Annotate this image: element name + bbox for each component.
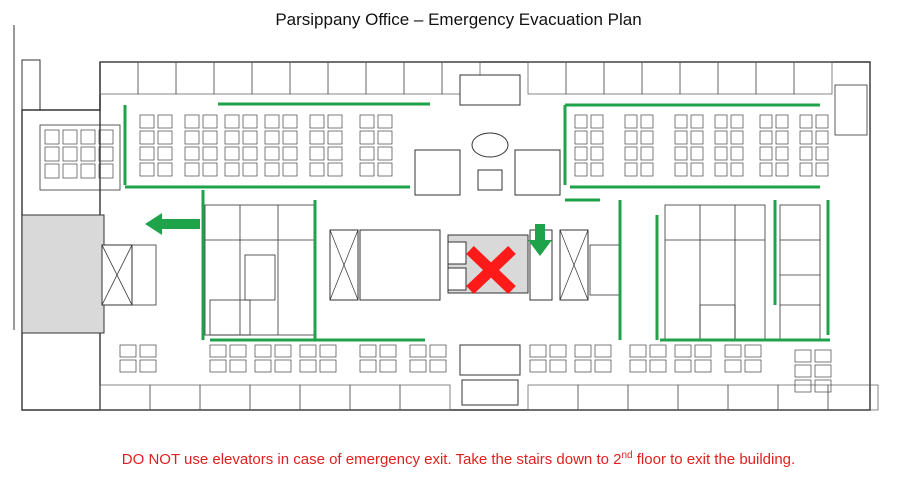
warning-text-main: DO NOT use elevators in case of emergency exit. Take the stairs down to 2 [121, 451, 622, 468]
elevator-warning [0, 450, 917, 468]
east-office-area [590, 85, 867, 340]
workstation [795, 365, 811, 377]
workstation [715, 147, 727, 160]
workstation [378, 115, 392, 128]
workstation [591, 115, 603, 128]
workstation [328, 163, 342, 176]
perimeter-office [794, 62, 832, 94]
workstation [550, 360, 566, 372]
workstation [675, 147, 687, 160]
workstation [185, 163, 199, 176]
warning-text-end: floor to exit the building. [632, 451, 796, 468]
workstation [210, 360, 226, 372]
workstation [243, 163, 257, 176]
workstation [575, 115, 587, 128]
workstation [675, 131, 687, 144]
perimeter-office [252, 62, 290, 94]
workstation [243, 115, 257, 128]
workstation [591, 147, 603, 160]
workstation [650, 360, 666, 372]
workstation [99, 164, 113, 178]
workstation [575, 147, 587, 160]
workstation [63, 164, 77, 178]
workstation [776, 131, 788, 144]
workstation [625, 147, 637, 160]
workstation [203, 147, 217, 160]
workstation [745, 360, 761, 372]
workstation [715, 115, 727, 128]
perimeter-office [100, 62, 138, 94]
workstation [595, 360, 611, 372]
west-stair-core [22, 215, 156, 333]
workstation [283, 115, 297, 128]
workstation [575, 131, 587, 144]
workstation [816, 115, 828, 128]
workstation [776, 147, 788, 160]
workstation [360, 131, 374, 144]
perimeter-office [214, 62, 252, 94]
plan-title: Parsippany Office – Emergency Evacuation Plan [275, 10, 642, 29]
workstation [760, 163, 772, 176]
workstation [378, 131, 392, 144]
workstation [140, 147, 154, 160]
perimeter-office [404, 62, 442, 94]
perimeter-office [678, 385, 728, 410]
workstation [816, 131, 828, 144]
workstation [328, 115, 342, 128]
workstation [815, 380, 831, 392]
workstation [625, 163, 637, 176]
workstation [140, 360, 156, 372]
perimeter-office [200, 385, 250, 410]
workstation [675, 345, 691, 357]
workstation [283, 147, 297, 160]
workstation [158, 131, 172, 144]
perimeter-office [300, 385, 350, 410]
workstation [310, 163, 324, 176]
workstation [410, 345, 426, 357]
workstation [715, 163, 727, 176]
workstation [310, 147, 324, 160]
perimeter-office [328, 62, 366, 94]
perimeter-office [400, 385, 450, 410]
perimeter-office [150, 385, 200, 410]
workstation [795, 350, 811, 362]
perimeter-office [366, 62, 404, 94]
workstation [380, 345, 396, 357]
perimeter-office [138, 62, 176, 94]
workstation [800, 131, 812, 144]
workstation [328, 131, 342, 144]
workstation [595, 345, 611, 357]
workstation [410, 360, 426, 372]
workstation [140, 163, 154, 176]
workstation [630, 360, 646, 372]
workstation [625, 131, 637, 144]
workstation [641, 163, 653, 176]
perimeter-office [718, 62, 756, 94]
arrow-left-icon [145, 213, 200, 235]
workstation [243, 131, 257, 144]
workstation [695, 360, 711, 372]
workstation [255, 360, 271, 372]
workstation [360, 163, 374, 176]
workstation [731, 115, 743, 128]
workstation [776, 163, 788, 176]
workstation [691, 131, 703, 144]
workstation [360, 345, 376, 357]
workstation [530, 360, 546, 372]
workstation [815, 350, 831, 362]
workstation [99, 130, 113, 144]
perimeter-office [528, 62, 566, 94]
workstation [360, 147, 374, 160]
workstation [185, 131, 199, 144]
workstation [265, 147, 279, 160]
workstation [380, 360, 396, 372]
workstation [230, 360, 246, 372]
workstation [675, 163, 687, 176]
workstation [760, 131, 772, 144]
workstation [265, 115, 279, 128]
workstation [800, 115, 812, 128]
workstation [725, 360, 741, 372]
workstation [691, 115, 703, 128]
perimeter-office [176, 62, 214, 94]
workstation [575, 163, 587, 176]
workstation [760, 115, 772, 128]
workstation [140, 131, 154, 144]
workstation [185, 115, 199, 128]
workstation [360, 360, 376, 372]
workstation [800, 147, 812, 160]
workstation [591, 163, 603, 176]
perimeter-office [728, 385, 778, 410]
workstation [378, 163, 392, 176]
workstation [45, 130, 59, 144]
workstation [185, 147, 199, 160]
workstation [378, 147, 392, 160]
perimeter-office [680, 62, 718, 94]
workstation [591, 131, 603, 144]
workstation [430, 345, 446, 357]
workstation [225, 115, 239, 128]
workstation [731, 131, 743, 144]
workstation [99, 147, 113, 161]
workstation [320, 345, 336, 357]
workstation [360, 115, 374, 128]
workstation [731, 163, 743, 176]
perimeter-office [250, 385, 300, 410]
workstation [641, 147, 653, 160]
perimeter-office [604, 62, 642, 94]
workstation [630, 345, 646, 357]
workstation [225, 163, 239, 176]
workstation [641, 131, 653, 144]
workstation [691, 163, 703, 176]
workstation [81, 164, 95, 178]
workstation [691, 147, 703, 160]
workstation [255, 345, 271, 357]
workstation [310, 131, 324, 144]
workstation [63, 130, 77, 144]
workstation [275, 345, 291, 357]
workstation [300, 360, 316, 372]
workstation [575, 360, 591, 372]
workstation [203, 163, 217, 176]
workstation [45, 164, 59, 178]
workstation [203, 131, 217, 144]
workstation [275, 360, 291, 372]
workstation [230, 345, 246, 357]
workstation [328, 147, 342, 160]
workstation [731, 147, 743, 160]
workstation [283, 131, 297, 144]
perimeter-office [350, 385, 400, 410]
perimeter-office [566, 62, 604, 94]
workstation [81, 130, 95, 144]
workstation [120, 345, 136, 357]
workstation [675, 360, 691, 372]
workstation [530, 345, 546, 357]
workstation [675, 115, 687, 128]
perimeter-office [778, 385, 828, 410]
workstation [210, 345, 226, 357]
workstation [158, 163, 172, 176]
workstation [430, 360, 446, 372]
workstation [203, 115, 217, 128]
perimeter-office [528, 385, 578, 410]
workstation [158, 115, 172, 128]
workstation [715, 131, 727, 144]
workstation [225, 147, 239, 160]
workstation [158, 147, 172, 160]
workstation [575, 345, 591, 357]
workstation [320, 360, 336, 372]
workstation [243, 147, 257, 160]
workstation [760, 147, 772, 160]
workstation [283, 163, 297, 176]
workstation [120, 360, 136, 372]
warning-text-sup: nd [621, 450, 633, 461]
workstation [81, 147, 95, 161]
workstation [45, 147, 59, 161]
perimeter-office [642, 62, 680, 94]
workstation [550, 345, 566, 357]
workstation [625, 115, 637, 128]
workstation [641, 115, 653, 128]
workstation [816, 147, 828, 160]
perimeter-office [756, 62, 794, 94]
perimeter-office [578, 385, 628, 410]
workstation [140, 345, 156, 357]
workstation [265, 131, 279, 144]
perimeter-office [100, 385, 150, 410]
workstation [225, 131, 239, 144]
workstation [310, 115, 324, 128]
workstation [795, 380, 811, 392]
workstation [265, 163, 279, 176]
workstation [695, 345, 711, 357]
workstation [776, 115, 788, 128]
workstation [63, 147, 77, 161]
workstation [300, 345, 316, 357]
perimeter-office [290, 62, 328, 94]
workstation [745, 345, 761, 357]
workstation [816, 163, 828, 176]
workstation [650, 345, 666, 357]
workstation [800, 163, 812, 176]
workstation [140, 115, 154, 128]
perimeter-office [628, 385, 678, 410]
workstation [815, 365, 831, 377]
workstation [725, 345, 741, 357]
